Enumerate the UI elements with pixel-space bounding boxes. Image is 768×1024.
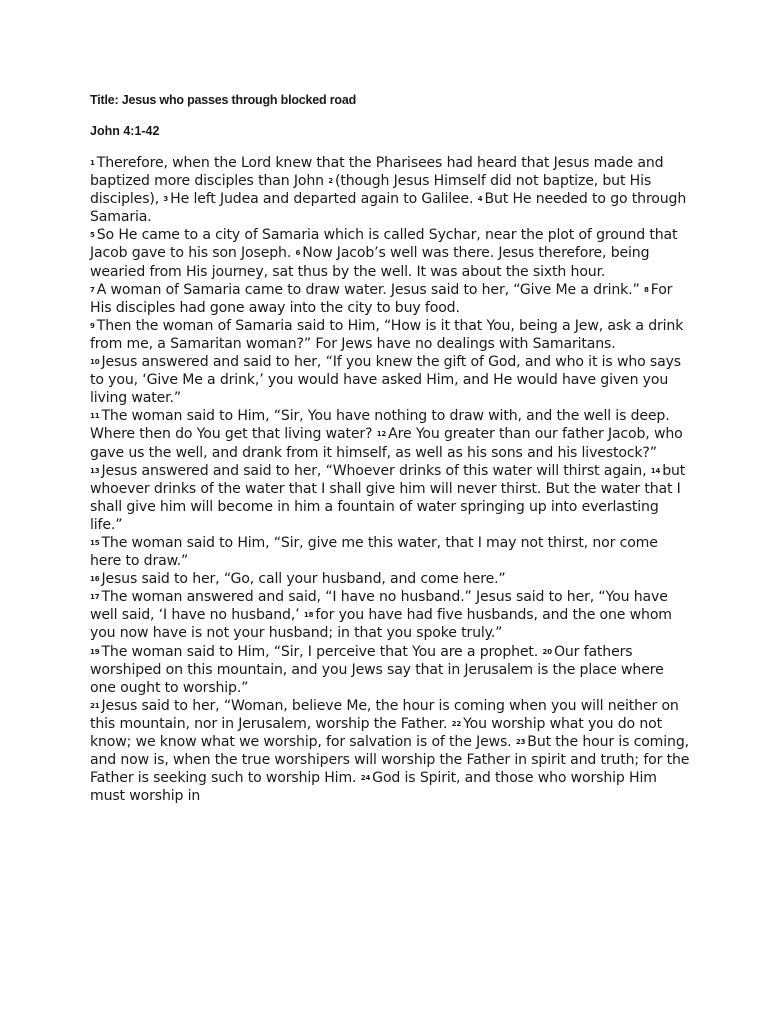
- verse-number: 14: [650, 466, 661, 475]
- verse-number: 2: [328, 177, 333, 186]
- verse-text: Are You greater than our father Jacob, who gave us the well, and drank from it himself, as well as his sons and his livestock?”: [90, 426, 683, 461]
- verse-text: So He came to a city of Samaria which is called Sychar, near the plot of ground that Jacob gave to his son Joseph.: [90, 227, 678, 262]
- verse-text: Jesus answered and said to her, “If you knew the gift of God, and who it is who says to you, ‘Give Me a drink,’ you would have asked Him, and He would have given you living water.”: [90, 354, 681, 407]
- verse-number: 15: [90, 538, 100, 547]
- verse-text: Jesus answered and said to her, “Whoever drinks of this water will thirst again,: [101, 462, 647, 479]
- document-title: Title: Jesus who passes through blocked road: [90, 93, 357, 107]
- verse-text: But the hour is coming, and now is, when the true worshipers will worship the Father in spirit and truth; for the Father is seeking such to worship Him.: [90, 734, 690, 787]
- verse-text: He left Judea and departed again to Galilee.: [170, 191, 474, 208]
- verse-text: A woman of Samaria came to draw water. Jesus said to her, “Give Me a drink.”: [96, 281, 640, 298]
- verse-number: 18: [303, 611, 314, 620]
- verse-number: 16: [90, 575, 100, 584]
- verse-text: Jesus said to her, “Go, call your husband, and come here.”: [101, 571, 506, 588]
- document-page: [90, 92, 690, 805]
- verse-text: The woman said to Him, “Sir, You have nothing to draw with, and the well is deep. Where then do You get that living water?: [90, 408, 670, 443]
- verse: [90, 571, 506, 587]
- verse-number: 21: [90, 701, 100, 710]
- verse-text: You worship what you do not know; we know what we worship, for salvation is of the Jews.: [90, 715, 662, 750]
- verse-number: 13: [90, 466, 100, 475]
- verse-text: The woman said to Him, “Sir, give me this water, that I may not thirst, nor come here to draw.”: [90, 534, 658, 570]
- verse-number: 22: [451, 719, 462, 728]
- verse-number: 1: [90, 159, 95, 167]
- verse-number: 8: [644, 285, 649, 294]
- scripture-body: [90, 154, 690, 805]
- verse-text: But He needed to go through Samaria.: [90, 191, 687, 226]
- verse: [90, 644, 538, 660]
- verse-number: 23: [515, 738, 526, 746]
- verse-number: 24: [360, 774, 371, 783]
- verse-text: Our fathers worshiped on this mountain, and you Jews say that in Jerusalem is the place where one ought to worship.”: [90, 643, 664, 696]
- verse-text: God is Spirit, and those who worship Him must worship in: [90, 770, 657, 805]
- verse-number: 11: [90, 412, 100, 421]
- verse-number: 4: [477, 195, 483, 204]
- verse-number: 5: [90, 231, 95, 240]
- verse-number: 10: [90, 358, 100, 367]
- verse: [90, 282, 640, 298]
- verse: [163, 191, 473, 207]
- verse: [90, 535, 658, 569]
- scripture-reference: John 4:1-42: [90, 124, 160, 138]
- verse-number: 7: [90, 285, 95, 294]
- verse-text: Therefore, when the Lord knew that the Pharisees had heard that Jesus made and baptized more disciples than John: [90, 155, 664, 190]
- verse-text: for you have had five husbands, and the one whom you now have is not your husband; in that you spoke truly.”: [90, 607, 672, 642]
- verse-number: 6: [295, 249, 301, 258]
- verse-number: 12: [376, 430, 387, 439]
- verse-number: 17: [90, 593, 100, 602]
- verse-number: 9: [90, 321, 95, 330]
- verse-text: but whoever drinks of the water that I shall give him will never thirst. But the water that I shall give him will become in him a fountain of water springing up into everlasting life.”: [90, 462, 686, 533]
- verse: [90, 354, 681, 406]
- verse-text: The woman answered and said, “I have no husband.” Jesus said to her, “You have well said, ‘I have no husband,’: [90, 589, 668, 624]
- verse-text: Now Jacob’s well was there. Jesus therefore, being wearied from His journey, sat thus by the well. It was about the sixth hour.: [90, 245, 650, 280]
- verse: [90, 318, 683, 352]
- verse-number: 3: [163, 195, 169, 204]
- verse-text: Jesus said to her, “Woman, believe Me, the hour is coming when you will neither on this mountain, nor in Jerusalem, worship the Father.: [90, 697, 679, 732]
- verse-number: 20: [542, 647, 552, 656]
- verse-text: The woman said to Him, “Sir, I perceive that You are a prophet.: [101, 643, 539, 660]
- verse-number: 19: [90, 647, 100, 656]
- verse: [90, 463, 646, 479]
- verse-text: For His disciples had gone away into the city to buy food.: [90, 281, 673, 316]
- verse-text: Then the woman of Samaria said to Him, “How is it that You, being a Jew, ask a drink from me, a Samaritan woman?” For Jews have no dealings with Samaritans.: [90, 317, 684, 352]
- verse-text: (though Jesus Himself did not baptize, but His disciples),: [90, 173, 652, 208]
